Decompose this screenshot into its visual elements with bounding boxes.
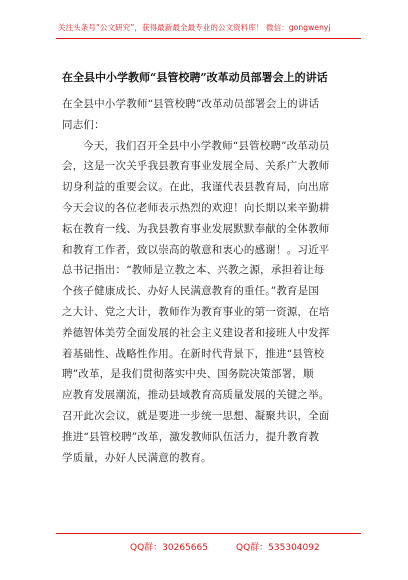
body-line: 总书记指出：“教师是立教之本、兴教之源，承担着让每 — [62, 264, 325, 277]
footer-qq-group-1: QQ群：30265665 — [130, 543, 208, 553]
document-body — [62, 94, 352, 468]
body-line: 今天会议的各位老师表示热烈的欢迎！向长期以来辛勤耕 — [62, 201, 330, 214]
header-divider — [56, 38, 361, 39]
body-line: 推进“县管校聘”改革，激发教师队伍活力，提升教育教 — [62, 430, 320, 443]
body-line: 会，这是一次关乎我县教育事业发展全局、关系广大教师 — [62, 160, 330, 173]
body-line: 切身利益的重要会议。在此，我谨代表县教育局，向出席 — [62, 181, 330, 194]
document-title: 在全县中小学教师“县管校聘”改革动员部署会上的讲话 — [62, 71, 328, 84]
body-line: 养德智体美劳全面发展的社会主义建设者和接班人中发挥 — [62, 326, 330, 339]
header-banner: 关注头条号“公文研究”，获得最新最全最专业的公文资料库！ 微信：gongwenyj — [58, 23, 331, 32]
body-line: 在全县中小学教师“县管校聘”改革动员部署会上的讲话 — [62, 98, 320, 110]
body-line: 召开此次会议，就是要进一步统一思想、凝聚共识，全面 — [62, 409, 330, 422]
footer-divider — [56, 533, 361, 534]
footer-qq-group-2: QQ群：535304092 — [236, 543, 320, 553]
body-line: 个孩子健康成长、办好人民满意教育的重任。”教育是国 — [62, 285, 320, 298]
body-line: 同志们： — [62, 118, 105, 131]
body-line: 聘”改革，是我们贯彻落实中央、国务院决策部署，顺 — [62, 368, 314, 381]
body-line: 之大计、党之大计，教师作为教育事业的第一资源，在培 — [62, 305, 330, 318]
body-line: 应教育发展潮流，推动县域教育高质量发展的关键之举。 — [62, 389, 330, 402]
body-line: 着基础性、战略性作用。在新时代背景下，推进“县管校 — [62, 347, 325, 360]
body-line: 耘在教育一线、为我县教育事业发展默默奉献的全体教师 — [62, 222, 330, 235]
body-line: 和教育工作者，致以崇高的敬意和衷心的感谢！。习近平 — [62, 243, 330, 256]
body-line: 今天，我们召开全县中小学教师“县管校聘”改革动员 — [83, 139, 330, 152]
body-line: 学质量，办好人民满意的教育。 — [62, 451, 212, 464]
